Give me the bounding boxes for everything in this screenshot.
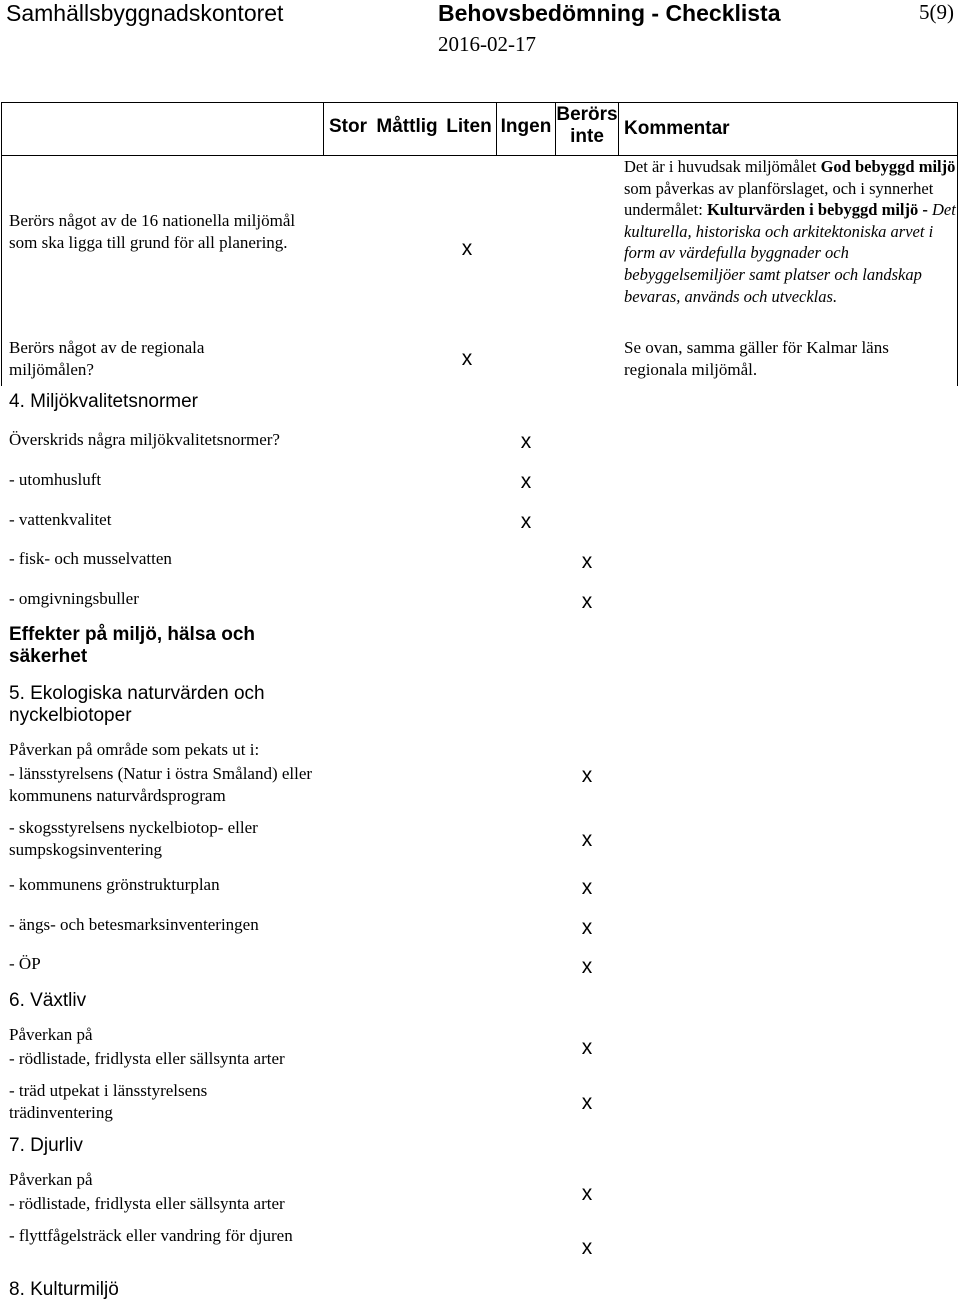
column-header-stor: Stor bbox=[329, 116, 367, 137]
mark-liten: x bbox=[461, 237, 473, 260]
mark-berors-inte: x bbox=[581, 1182, 593, 1205]
heading-effekter: Effekter på miljö, hälsa och säkerhet bbox=[9, 624, 256, 667]
column-header-kommentar: Kommentar bbox=[624, 118, 730, 139]
row-angs-betesmark: - ängs- och betesmarksinventeringen bbox=[9, 915, 259, 934]
mark-liten: x bbox=[461, 347, 473, 370]
row-paverkan-omrade: Påverkan på område som pekats ut i: bbox=[9, 740, 260, 759]
table-left-border bbox=[1, 102, 2, 386]
column-header-berors-line2: inte bbox=[570, 126, 604, 147]
mark-berors-inte: x bbox=[581, 1036, 593, 1059]
row-gronstrukturplan: - kommunens grönstrukturplan bbox=[9, 875, 220, 894]
mark-ingen: x bbox=[520, 430, 532, 453]
section-heading-4: 4. Miljökvalitetsnormer bbox=[9, 391, 198, 412]
column-header-liten: Liten bbox=[446, 116, 492, 137]
comment-quote: Det kulturella, historiska och arkitektoniska arvet i form av värdefulla byggnader och bebyggelsemiljöer samt platser och landskap bevaras, används och utvecklas. bbox=[624, 200, 956, 306]
comment-regionala: Se ovan, samma gäller för Kalmar läns regionala miljömål. bbox=[624, 338, 889, 379]
column-header-ingen: Ingen bbox=[500, 116, 552, 137]
section-heading-5: 5. Ekologiska naturvärden och nyckelbiotoper bbox=[9, 683, 265, 726]
row-paverkan-pa: Påverkan på bbox=[9, 1025, 93, 1044]
row-utomhusluft: - utomhusluft bbox=[9, 470, 102, 489]
comment-text: som påverkas av planförslaget, och i synnerhet undermålet: bbox=[624, 178, 934, 220]
org-name: Samhällsbyggnadskontoret bbox=[6, 0, 284, 26]
page-number: 5(9) bbox=[919, 0, 954, 24]
row-vattenkvalitet: - vattenkvalitet bbox=[9, 510, 112, 529]
table-right-border bbox=[957, 102, 958, 386]
row-trad-utpekat: - träd utpekat i länsstyrelsens trädinventering bbox=[9, 1081, 208, 1122]
row-flyttfagel: - flyttfågelsträck eller vandring för djuren bbox=[9, 1226, 293, 1245]
section-heading-6: 6. Växtliv bbox=[9, 990, 87, 1011]
row-skogsstyrelsens: - skogsstyrelsens nyckelbiotop- eller sumpskogsinventering bbox=[9, 818, 258, 859]
col-divider bbox=[618, 102, 619, 155]
row-op: - ÖP bbox=[9, 954, 41, 973]
mark-berors-inte: x bbox=[581, 916, 593, 939]
row-overskrids: Överskrids några miljökvalitetsnormer? bbox=[9, 430, 280, 449]
column-header-mattlig: Måttlig bbox=[376, 116, 438, 137]
row-paverkan-pa: Påverkan på bbox=[9, 1170, 93, 1189]
column-header-berors-line1: Berörs bbox=[556, 104, 618, 125]
section-heading-8: 8. Kulturmiljö bbox=[9, 1279, 119, 1300]
mark-berors-inte: x bbox=[581, 590, 593, 613]
section-heading-7: 7. Djurliv bbox=[9, 1135, 83, 1156]
row-nationella-miljomal: Berörs något av de 16 nationella miljömål som ska ligga till grund för all planering. bbox=[9, 211, 296, 252]
column-header-berors-inte bbox=[556, 104, 618, 148]
row-lansstyrelsens: - länsstyrelsens (Natur i östra Småland) eller kommunens naturvårdsprogram bbox=[9, 764, 313, 805]
row-fisk-musselvatten: - fisk- och musselvatten bbox=[9, 549, 172, 568]
row-regionala-miljomal: Berörs något av de regionala miljömålen? bbox=[9, 338, 205, 379]
mark-berors-inte: x bbox=[581, 828, 593, 851]
comment-nationella bbox=[624, 156, 956, 307]
mark-berors-inte: x bbox=[581, 1236, 593, 1259]
mark-ingen: x bbox=[520, 470, 532, 493]
mark-berors-inte: x bbox=[581, 876, 593, 899]
mark-berors-inte: x bbox=[581, 955, 593, 978]
document-date: 2016-02-17 bbox=[438, 32, 536, 56]
comment-highlight: Kulturvärden i bebyggd miljö - bbox=[706, 200, 932, 220]
mark-berors-inte: x bbox=[581, 1091, 593, 1114]
col-divider bbox=[323, 102, 324, 155]
mark-ingen: x bbox=[520, 510, 532, 533]
table-top-border bbox=[1, 102, 958, 103]
mark-berors-inte: x bbox=[581, 764, 593, 787]
mark-berors-inte: x bbox=[581, 550, 593, 573]
row-omgivningsbuller: - omgivningsbuller bbox=[9, 589, 139, 608]
row-rodlistade-djur: - rödlistade, fridlysta eller sällsynta arter bbox=[9, 1194, 285, 1213]
comment-highlight: God bebyggd miljö bbox=[820, 157, 956, 176]
comment-text: Det är i huvudsak miljömålet bbox=[624, 157, 821, 176]
row-rodlistade-vaxter: - rödlistade, fridlysta eller sällsynta arter bbox=[9, 1049, 285, 1068]
document-title: Behovsbedömning - Checklista bbox=[438, 0, 781, 26]
